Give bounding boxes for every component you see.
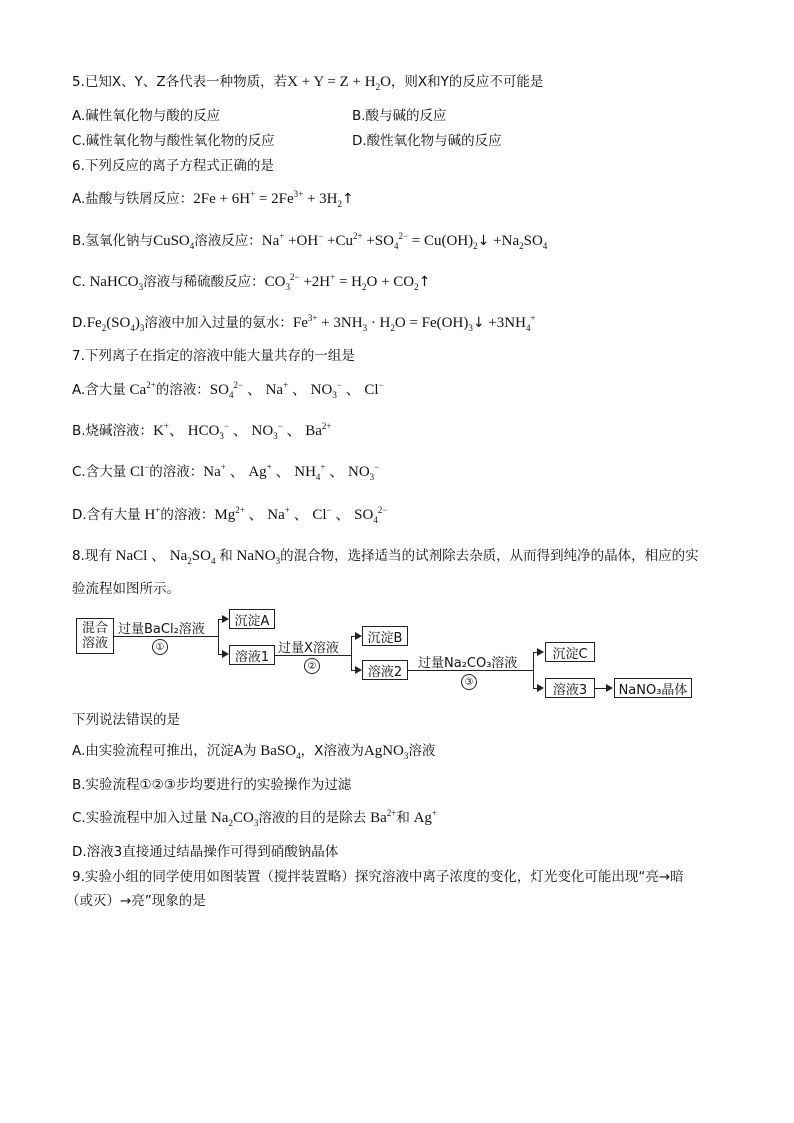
flow-step-3: ③ (461, 674, 477, 690)
flow-arrow-sol2 (355, 666, 362, 674)
flow-step-1: ① (152, 639, 168, 655)
q8-flow-diagram (72, 608, 732, 704)
q6-stem: 6.下列反应的离子方程式正确的是 (72, 158, 274, 174)
flow-arrow-c (537, 648, 544, 656)
flow-branch-3 (533, 652, 534, 688)
q7-option-a: A.含大量 $Ca^{2+}$的溶液：$SO_4^{2-}$ 、 Na+ 、 $NO_3^-$ 、 Cl− (72, 380, 384, 400)
flow-box-precipitate-a: 沉淀A (229, 609, 275, 629)
q8-option-b: B.实验流程①②③步均要进行的实验操作为过滤 (72, 777, 352, 793)
flow-branch-2 (351, 636, 352, 670)
q6-option-d: $D.Fe_2(SO_4)_3$溶液中加入过量的氨水：$Fe^{3+} + 3NH_3 \cdot H_2O$ = $Fe(OH)_3↓ +3NH_4^+$ (72, 313, 536, 333)
q8-stem: 8.现有 NaCl 、 $Na_2SO_4$ 和 NaNO$_3$的混合物，选择适当的试剂除去杂质，从而得到纯净的晶体，相应的实 (72, 548, 699, 566)
q5-option-c: C.碱性氧化物与酸性氧化物的反应 (72, 133, 275, 149)
q5-option-b: B.酸与碱的反应 (352, 108, 447, 124)
flow-step-2: ② (304, 658, 320, 674)
flow-arrow-sol1 (222, 650, 229, 658)
flow-box-solution-1: 溶液1 (229, 645, 275, 665)
flow-arrow-a (222, 615, 229, 623)
flow-box-solution-3: 溶液3 (545, 678, 595, 698)
q5-stem: 5.已知X、Y、Z各代表一种物质，若$X + Y = Z + H_2O$，则X和Y的反应不可能是 (72, 74, 544, 92)
q8-stem-cont: 验流程如图所示。 (72, 581, 180, 597)
q6-option-c: C. NaHCO$_3$溶液与稀硫酸反应：$CO_3^{2-} +2H^+ = H_2O$ + $CO_2↑$ (72, 272, 431, 292)
flow-box-solution-2: 溶液2 (362, 660, 408, 680)
q7-option-c: C.含大量 Cl−的溶液：Na+ 、 Ag+ 、 $NH_4^+$ 、 $NO_3^-$ (72, 462, 380, 482)
q5-equation: $X + Y = Z + H_2O$ (287, 74, 391, 92)
q5-option-d: D.酸性氧化物与碱的反应 (352, 133, 502, 149)
q8-option-d: D.溶液3直接通过结晶操作可得到硝酸钠晶体 (72, 844, 339, 860)
q8-ask: 下列说法错误的是 (72, 712, 180, 728)
q7-option-b: B.烧碱溶液：K+、 $HCO_3^-$ 、 $NO_3^-$ 、 $Ba^{2+}$ (72, 421, 332, 441)
flow-reagent-2: 过量X溶液 (278, 641, 339, 656)
q7-option-d: D.含有大量 H+的溶液：$Mg^{2+}$ 、 Na+ 、 Cl− 、 $SO_4^{2-}$ (72, 505, 388, 525)
flow-reagent-1: 过量BaCl₂溶液 (118, 622, 205, 637)
q8-option-a: A.由实验流程可推出，沉淀A为 BaSO$_4$，X溶液为AgNO$_3$溶液 (72, 743, 436, 761)
flow-box-mixed-solution: 混合 溶液 (76, 618, 114, 654)
q6-option-b: B.氢氧化钠与CuSO$_4$溶液反应：$Na^+ +OH^- +Cu^{2+} +SO_4^{2-}$ = $Cu(OH)_2↓ +Na_2SO_4$ (72, 231, 548, 251)
q7-stem: 7.下列离子在指定的溶液中能大量共存的一组是 (72, 348, 355, 364)
flow-box-nano3-crystal: NaNO₃晶体 (614, 678, 692, 698)
flow-branch-1 (218, 619, 219, 654)
q9-stem: 9.实验小组的同学使用如图装置（搅拌装置略）探究溶液中离子浓度的变化，灯光变化可能出现“亮→暗 (72, 869, 684, 885)
q5-option-a: A.碱性氧化物与酸的反应 (72, 108, 221, 124)
flow-box-precipitate-c: 沉淀C (545, 642, 595, 662)
flow-arrow-crystal (606, 684, 613, 692)
q8-option-c: C.实验流程中加入过量 $Na_2CO_3$溶液的目的是除去 $Ba^{2+}$和 Ag+ (72, 808, 437, 828)
flow-arrow-sol3 (537, 684, 544, 692)
flow-arrow-b (355, 632, 362, 640)
flow-box-precipitate-b: 沉淀B (362, 626, 408, 646)
flow-reagent-3: 过量Na₂CO₃溶液 (418, 656, 518, 671)
q9-stem-cont: （或灭）→亮”现象的是 (66, 893, 206, 909)
q6-option-a: A.盐酸与铁屑反应：$2Fe + 6H^+ = 2Fe^{3+}$ + $3H_2↑$ (72, 189, 354, 209)
